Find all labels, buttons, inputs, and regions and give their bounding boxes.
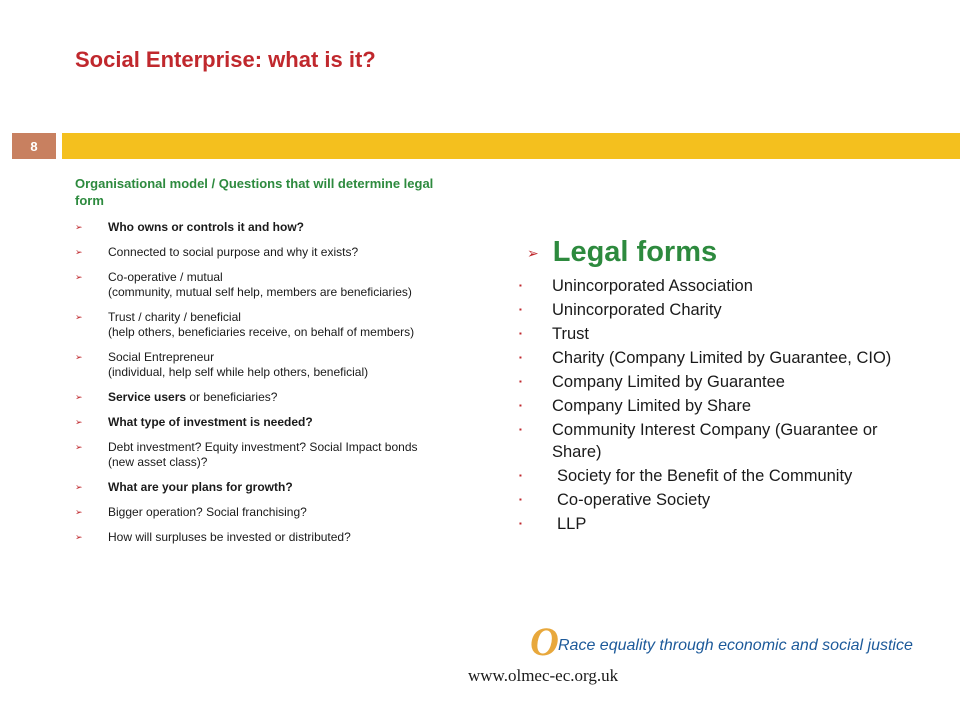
arrow-bullet-icon: ➢ xyxy=(75,312,83,322)
arrow-bullet-icon: ➢ xyxy=(75,272,83,282)
legal-forms-list xyxy=(519,275,919,537)
list-item: ▪ Company Limited by Guarantee xyxy=(519,373,785,391)
slide-title: Social Enterprise: what is it? xyxy=(75,47,376,72)
square-bullet-icon: ▪ xyxy=(519,305,522,314)
list-item: ▪ Co-operative Society xyxy=(519,491,711,509)
question-list xyxy=(75,220,445,555)
list-item: ➢ Co-operative / mutual (community, mutual self help, members are beneficiaries) xyxy=(75,270,412,299)
arrow-bullet-icon: ➢ xyxy=(527,244,539,261)
list-item: ▪ Charity (Company Limited by Guarantee, CIO) xyxy=(519,349,892,367)
arrow-bullet-icon: ➢ xyxy=(75,247,83,257)
list-item: ▪ Society for the Benefit of the Community xyxy=(519,467,853,485)
list-item: ➢ Service users or beneficiaries? xyxy=(75,390,278,404)
arrow-bullet-icon: ➢ xyxy=(75,392,83,402)
list-item: ▪ Unincorporated Association xyxy=(519,277,753,295)
square-bullet-icon: ▪ xyxy=(519,353,522,362)
list-item: ➢ What type of investment is needed? xyxy=(75,415,313,429)
list-item: ➢ Who owns or controls it and how? xyxy=(75,220,304,234)
square-bullet-icon: ▪ xyxy=(519,495,522,504)
square-bullet-icon: ▪ xyxy=(519,425,522,434)
arrow-bullet-icon: ➢ xyxy=(75,532,83,542)
square-bullet-icon: ▪ xyxy=(519,281,522,290)
list-item: ➢ Bigger operation? Social franchising? xyxy=(75,505,307,519)
square-bullet-icon: ▪ xyxy=(519,377,522,386)
square-bullet-icon: ▪ xyxy=(519,329,522,338)
square-bullet-icon: ▪ xyxy=(519,401,522,410)
list-item: ▪ Unincorporated Charity xyxy=(519,301,722,319)
left-heading: Organisational model / Questions that will determine legal form xyxy=(75,176,434,208)
list-item: ➢ How will surpluses be invested or distributed? xyxy=(75,530,351,544)
accent-bar xyxy=(62,133,960,159)
square-bullet-icon: ▪ xyxy=(519,471,522,480)
list-item: ➢ Debt investment? Equity investment? Social Impact bonds (new asset class)? xyxy=(75,440,418,469)
list-item: ➢ Trust / charity / beneficial (help others, beneficiaries receive, on behalf of members) xyxy=(75,310,415,339)
arrow-bullet-icon: ➢ xyxy=(75,417,83,427)
arrow-bullet-icon: ➢ xyxy=(75,352,83,362)
list-item: ▪ Community Interest Company (Guarantee or Share) xyxy=(519,421,878,461)
list-item: ➢ What are your plans for growth? xyxy=(75,480,293,494)
list-item: ➢ Social Entrepreneur (individual, help self while help others, beneficial) xyxy=(75,350,369,379)
arrow-bullet-icon: ➢ xyxy=(75,442,83,452)
arrow-bullet-icon: ➢ xyxy=(75,222,83,232)
slide-number: 8 xyxy=(12,133,56,159)
square-bullet-icon: ▪ xyxy=(519,519,522,528)
olmec-logo-icon: O xyxy=(530,619,559,664)
arrow-bullet-icon: ➢ xyxy=(75,482,83,492)
list-item: ▪ Company Limited by Share xyxy=(519,397,752,415)
logo-tagline: Race equality through economic and social justice xyxy=(558,637,913,654)
website-url: www.olmec-ec.org.uk xyxy=(468,666,619,685)
list-item: ▪ Trust xyxy=(519,325,589,343)
legal-forms-heading: ➢ Legal forms xyxy=(527,236,718,268)
arrow-bullet-icon: ➢ xyxy=(75,507,83,517)
list-item: ▪ LLP xyxy=(519,515,587,533)
list-item: ➢ Connected to social purpose and why it exists? xyxy=(75,245,359,259)
